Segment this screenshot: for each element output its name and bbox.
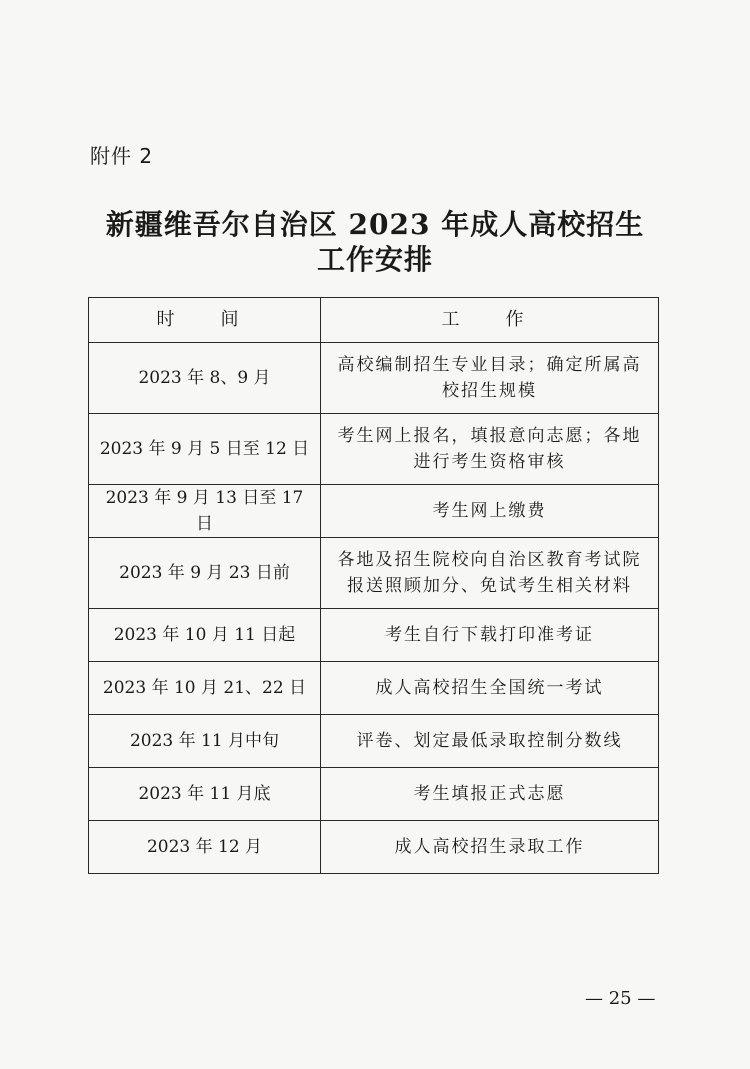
row-work: 成人高校招生全国统一考试 (321, 662, 659, 715)
table-row (89, 609, 659, 662)
row-work: 评卷、划定最低录取控制分数线 (321, 715, 659, 768)
table-row (89, 538, 659, 609)
table-row (89, 414, 659, 485)
row-work: 各地及招生院校向自治区教育考试院报送照顾加分、免试考生相关材料 (321, 538, 659, 609)
schedule-table (88, 297, 659, 874)
row-time: 2023 年 8、9 月 (89, 343, 321, 414)
row-work: 考生自行下载打印准考证 (321, 609, 659, 662)
attachment-label: 附件 2 (90, 144, 154, 168)
table-row (89, 343, 659, 414)
row-time: 2023 年 12 月 (89, 821, 321, 874)
row-work: 考生填报正式志愿 (321, 768, 659, 821)
row-time: 2023 年 11 月底 (89, 768, 321, 821)
row-time: 2023 年 9 月 5 日至 12 日 (89, 414, 321, 485)
table-row (89, 768, 659, 821)
header-time: 时 间 (89, 298, 321, 343)
row-time: 2023 年 9 月 23 日前 (89, 538, 321, 609)
table-row (89, 485, 659, 538)
table-header-row (89, 298, 659, 343)
page-number: — 25 — (585, 988, 656, 1009)
document-title-line-2: 工作安排 (316, 243, 433, 276)
row-time: 2023 年 10 月 21、22 日 (89, 662, 321, 715)
header-work: 工 作 (321, 298, 659, 343)
row-work: 考生网上报名，填报意向志愿；各地进行考生资格审核 (321, 414, 659, 485)
table-row (89, 821, 659, 874)
row-work: 高校编制招生专业目录；确定所属高校招生规模 (321, 343, 659, 414)
table-row (89, 715, 659, 768)
row-work: 成人高校招生录取工作 (321, 821, 659, 874)
table-row (89, 662, 659, 715)
document-title-line-1: 新疆维吾尔自治区 2023 年成人高校招生 (105, 208, 645, 241)
row-time: 2023 年 11 月中旬 (89, 715, 321, 768)
row-time: 2023 年 10 月 11 日起 (89, 609, 321, 662)
row-work: 考生网上缴费 (321, 485, 659, 538)
row-time: 2023 年 9 月 13 日至 17 日 (89, 485, 321, 538)
